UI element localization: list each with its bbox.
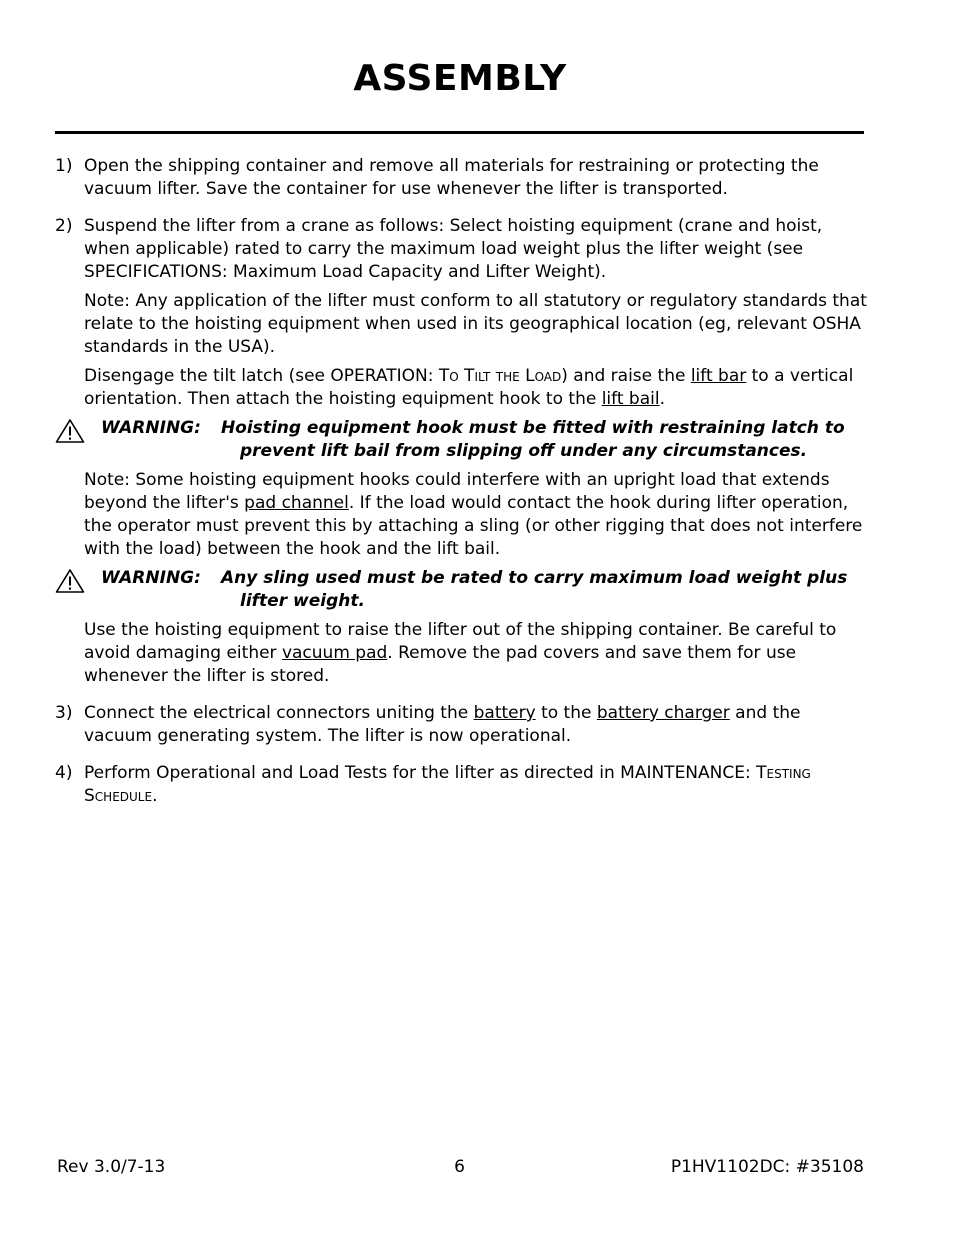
warning-block	[84, 417, 870, 463]
step-2	[55, 215, 870, 688]
term-battery-charger: battery charger	[596, 703, 730, 723]
step-3	[55, 702, 870, 748]
step-text: Suspend the lifter from a crane as follows: Select hoisting equipment (crane and hoist, when applicable) rated to carry the maximum load weight plus the lifter weight (see SPECIFICATIONS: Maximum Load Capacity and Lifter Weight).	[84, 216, 823, 282]
document-number: P1HV1102DC: #35108	[670, 1157, 864, 1177]
warning-label: WARNING:	[101, 568, 201, 588]
page-number: 6	[454, 1157, 465, 1177]
assembly-steps	[55, 155, 870, 822]
term-lift-bar: lift bar	[690, 366, 747, 386]
revision-label: Rev 3.0/7-13	[57, 1157, 166, 1177]
section-reference: To Tilt the Load	[438, 366, 562, 386]
step-text: Connect the electrical connectors uniting the battery to the battery charger and the vacuum generating system. The lifter is now operational.	[84, 703, 801, 746]
warning-block	[84, 567, 870, 613]
page-footer	[55, 1156, 864, 1179]
term-vacuum-pad: vacuum pad	[281, 643, 388, 663]
step-number: 3)	[55, 703, 73, 723]
warning-text-continued: lifter weight.	[240, 591, 365, 611]
term-pad-channel: pad channel	[244, 493, 349, 513]
title-rule	[55, 131, 864, 134]
warning-text: Any sling used must be rated to carry maximum load weight plus	[220, 568, 848, 588]
step-number: 4)	[55, 763, 73, 783]
step-4	[55, 762, 870, 808]
warning-text-continued: prevent lift bail from slipping off under any circumstances.	[240, 441, 808, 461]
warning-triangle-icon	[55, 568, 85, 594]
step-number: 1)	[55, 156, 73, 176]
warning-text: Hoisting equipment hook must be fitted with restraining latch to	[220, 418, 845, 438]
term-battery: battery	[473, 703, 536, 723]
step-number: 2)	[55, 216, 73, 236]
warning-triangle-icon	[55, 418, 85, 444]
term-lift-bail: lift bail	[601, 389, 660, 409]
use-paragraph: Use the hoisting equipment to raise the lifter out of the shipping container. Be careful to avoid damaging either vacuum pad. Remove the pad covers and save them for use whenever the lifter is stored.	[84, 620, 837, 686]
disengage-paragraph: Disengage the tilt latch (see OPERATION: To Tilt the Load) and raise the lift bar to a vertical orientation. Then attach the hoisting equipment hook to the lift bail.	[84, 366, 854, 409]
step-1	[55, 155, 870, 201]
section-reference: Testing Schedule	[84, 763, 811, 806]
page-title: ASSEMBLY	[353, 58, 567, 99]
warning-label: WARNING:	[101, 418, 201, 438]
step-text: Perform Operational and Load Tests for the lifter as directed in MAINTENANCE: Testing Schedule.	[84, 763, 811, 806]
note-paragraph: Note: Some hoisting equipment hooks could interfere with an upright load that extends beyond the lifter's pad channel. If the load would contact the hook during lifter operation, the operator must prevent this by attaching a sling (or other rigging that does not interfere with the load) between the hook and the lift bail.	[84, 470, 863, 559]
note-paragraph: Note: Any application of the lifter must conform to all statutory or regulatory standards that relate to the hoisting equipment when used in its geographical location (eg, relevant OSHA standards in the USA).	[84, 291, 867, 357]
step-text: Open the shipping container and remove all materials for restraining or protecting the vacuum lifter. Save the container for use whenever the lifter is transported.	[84, 156, 819, 199]
